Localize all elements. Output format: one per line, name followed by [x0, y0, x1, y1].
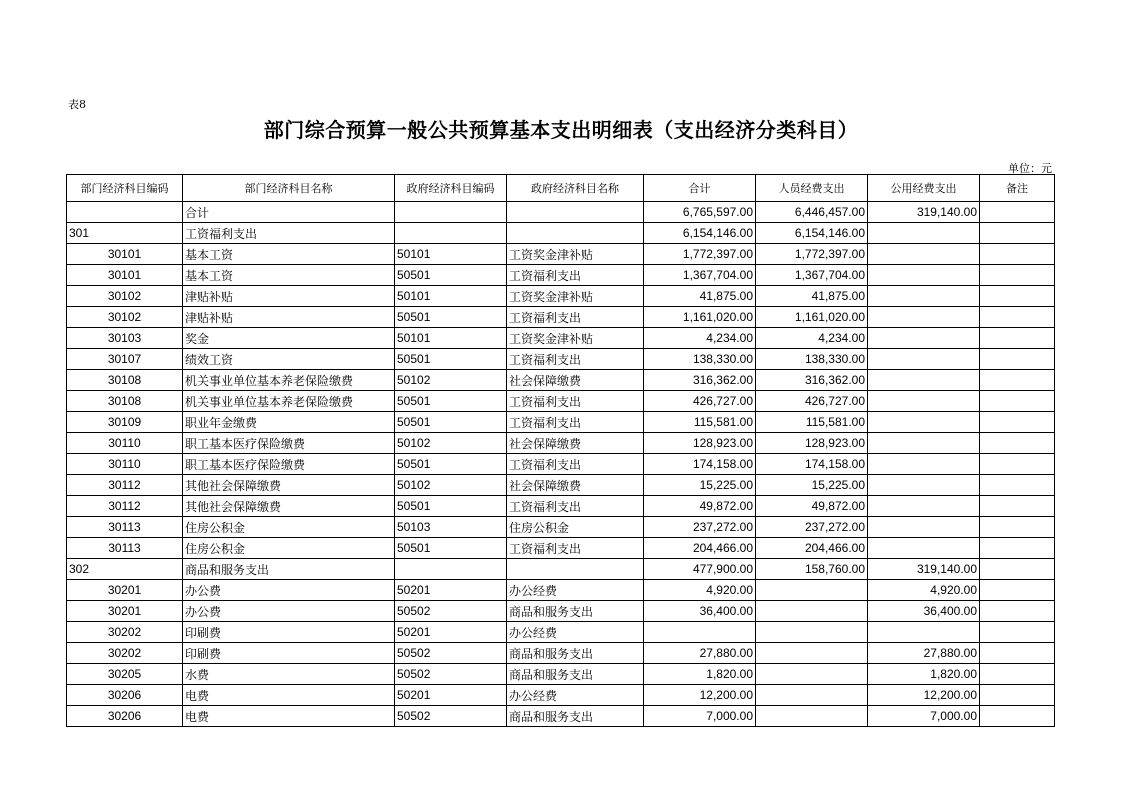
column-header: 合计 [644, 175, 756, 202]
table-row [67, 328, 1055, 349]
personnel-cell: 15,225.00 [756, 475, 868, 496]
total-cell: 4,920.00 [644, 580, 756, 601]
table-row [67, 643, 1055, 664]
dept-code-cell: 30113 [67, 538, 183, 559]
dept-name-cell: 办公费 [183, 580, 395, 601]
dept-name-cell: 工资福利支出 [183, 223, 395, 244]
personnel-cell [756, 706, 868, 727]
dept-code-cell: 30110 [67, 454, 183, 475]
gov-name-cell: 社会保障缴费 [507, 475, 644, 496]
personnel-cell: 4,234.00 [756, 328, 868, 349]
table-row [67, 286, 1055, 307]
public-cell [868, 307, 980, 328]
dept-name-cell: 绩效工资 [183, 349, 395, 370]
gov-code-cell: 50102 [395, 475, 507, 496]
dept-code-cell: 30108 [67, 391, 183, 412]
note-cell [980, 538, 1055, 559]
table-row [67, 622, 1055, 643]
gov-code-cell: 50501 [395, 496, 507, 517]
note-cell [980, 202, 1055, 223]
note-cell [980, 685, 1055, 706]
note-cell [980, 454, 1055, 475]
note-cell [980, 601, 1055, 622]
dept-code-cell: 30110 [67, 433, 183, 454]
table-row [67, 349, 1055, 370]
dept-name-cell: 电费 [183, 706, 395, 727]
gov-code-cell: 50201 [395, 580, 507, 601]
gov-name-cell: 工资福利支出 [507, 349, 644, 370]
dept-code-cell: 30201 [67, 601, 183, 622]
gov-code-cell: 50102 [395, 370, 507, 391]
gov-name-cell: 工资奖金津补贴 [507, 286, 644, 307]
public-cell: 319,140.00 [868, 559, 980, 580]
budget-detail-table [66, 174, 1055, 727]
gov-name-cell: 社会保障缴费 [507, 370, 644, 391]
column-header: 部门经济科目编码 [67, 175, 183, 202]
personnel-cell: 316,362.00 [756, 370, 868, 391]
gov-code-cell: 50103 [395, 517, 507, 538]
dept-code-cell: 30201 [67, 580, 183, 601]
dept-name-cell: 机关事业单位基本养老保险缴费 [183, 370, 395, 391]
public-cell [868, 223, 980, 244]
gov-name-cell: 工资福利支出 [507, 265, 644, 286]
personnel-cell [756, 622, 868, 643]
note-cell [980, 496, 1055, 517]
note-cell [980, 706, 1055, 727]
personnel-cell: 138,330.00 [756, 349, 868, 370]
dept-code-cell: 301 [67, 223, 183, 244]
table-row [67, 685, 1055, 706]
table-row [67, 601, 1055, 622]
personnel-cell [756, 664, 868, 685]
gov-name-cell: 商品和服务支出 [507, 664, 644, 685]
dept-name-cell: 职工基本医疗保险缴费 [183, 454, 395, 475]
gov-name-cell: 住房公积金 [507, 517, 644, 538]
total-cell: 15,225.00 [644, 475, 756, 496]
table-row [67, 454, 1055, 475]
public-cell [868, 454, 980, 475]
public-cell [868, 328, 980, 349]
dept-code-cell: 30206 [67, 706, 183, 727]
table-row [67, 664, 1055, 685]
public-cell [868, 370, 980, 391]
dept-code-cell: 30108 [67, 370, 183, 391]
total-cell: 1,161,020.00 [644, 307, 756, 328]
public-cell: 1,820.00 [868, 664, 980, 685]
total-cell: 316,362.00 [644, 370, 756, 391]
note-cell [980, 328, 1055, 349]
column-header: 政府经济科目名称 [507, 175, 644, 202]
table-row [67, 202, 1055, 223]
public-cell: 12,200.00 [868, 685, 980, 706]
table-row [67, 580, 1055, 601]
note-cell [980, 622, 1055, 643]
total-cell: 27,880.00 [644, 643, 756, 664]
total-cell: 6,765,597.00 [644, 202, 756, 223]
dept-name-cell: 商品和服务支出 [183, 559, 395, 580]
personnel-cell: 41,875.00 [756, 286, 868, 307]
total-cell: 115,581.00 [644, 412, 756, 433]
public-cell [868, 475, 980, 496]
gov-code-cell: 50501 [395, 307, 507, 328]
table-row [67, 265, 1055, 286]
total-cell: 174,158.00 [644, 454, 756, 475]
dept-name-cell: 基本工资 [183, 244, 395, 265]
public-cell: 319,140.00 [868, 202, 980, 223]
column-header: 公用经费支出 [868, 175, 980, 202]
dept-name-cell: 津贴补贴 [183, 286, 395, 307]
personnel-cell: 174,158.00 [756, 454, 868, 475]
personnel-cell: 49,872.00 [756, 496, 868, 517]
gov-code-cell [395, 559, 507, 580]
gov-name-cell: 工资福利支出 [507, 538, 644, 559]
table-row [67, 223, 1055, 244]
gov-code-cell: 50501 [395, 454, 507, 475]
public-cell [868, 391, 980, 412]
dept-code-cell: 30113 [67, 517, 183, 538]
table-row [67, 538, 1055, 559]
table-row [67, 412, 1055, 433]
dept-name-cell: 基本工资 [183, 265, 395, 286]
personnel-cell: 158,760.00 [756, 559, 868, 580]
gov-code-cell: 50201 [395, 622, 507, 643]
gov-code-cell: 50101 [395, 286, 507, 307]
gov-name-cell: 办公经费 [507, 622, 644, 643]
public-cell: 36,400.00 [868, 601, 980, 622]
personnel-cell: 204,466.00 [756, 538, 868, 559]
gov-name-cell: 商品和服务支出 [507, 706, 644, 727]
total-cell: 477,900.00 [644, 559, 756, 580]
total-cell: 49,872.00 [644, 496, 756, 517]
note-cell [980, 664, 1055, 685]
public-cell [868, 517, 980, 538]
gov-name-cell: 工资福利支出 [507, 496, 644, 517]
public-cell [868, 496, 980, 517]
personnel-cell: 426,727.00 [756, 391, 868, 412]
dept-name-cell: 机关事业单位基本养老保险缴费 [183, 391, 395, 412]
note-cell [980, 370, 1055, 391]
dept-code-cell: 30202 [67, 622, 183, 643]
dept-code-cell: 30205 [67, 664, 183, 685]
gov-name-cell [507, 559, 644, 580]
dept-name-cell: 奖金 [183, 328, 395, 349]
gov-code-cell: 50101 [395, 244, 507, 265]
note-cell [980, 559, 1055, 580]
personnel-cell: 1,367,704.00 [756, 265, 868, 286]
total-cell: 1,772,397.00 [644, 244, 756, 265]
gov-code-cell: 50501 [395, 265, 507, 286]
gov-name-cell: 工资奖金津补贴 [507, 244, 644, 265]
note-cell [980, 580, 1055, 601]
public-cell [868, 622, 980, 643]
dept-name-cell: 印刷费 [183, 643, 395, 664]
dept-code-cell: 30107 [67, 349, 183, 370]
table-row [67, 433, 1055, 454]
public-cell [868, 349, 980, 370]
table-row [67, 370, 1055, 391]
column-header: 备注 [980, 175, 1055, 202]
dept-name-cell: 印刷费 [183, 622, 395, 643]
dept-code-cell: 30109 [67, 412, 183, 433]
gov-code-cell [395, 202, 507, 223]
note-cell [980, 223, 1055, 244]
gov-code-cell: 50502 [395, 664, 507, 685]
total-cell: 6,154,146.00 [644, 223, 756, 244]
personnel-cell: 115,581.00 [756, 412, 868, 433]
note-cell [980, 412, 1055, 433]
personnel-cell: 1,772,397.00 [756, 244, 868, 265]
public-cell [868, 538, 980, 559]
gov-code-cell: 50201 [395, 685, 507, 706]
gov-code-cell: 50501 [395, 412, 507, 433]
note-cell [980, 391, 1055, 412]
dept-code-cell: 30202 [67, 643, 183, 664]
column-header: 人员经费支出 [756, 175, 868, 202]
column-header: 部门经济科目名称 [183, 175, 395, 202]
gov-name-cell: 办公经费 [507, 580, 644, 601]
dept-name-cell: 住房公积金 [183, 517, 395, 538]
gov-code-cell: 50501 [395, 538, 507, 559]
gov-code-cell: 50502 [395, 643, 507, 664]
dept-name-cell: 水费 [183, 664, 395, 685]
dept-code-cell: 30102 [67, 286, 183, 307]
personnel-cell [756, 601, 868, 622]
gov-code-cell: 50501 [395, 349, 507, 370]
public-cell: 4,920.00 [868, 580, 980, 601]
total-cell: 1,367,704.00 [644, 265, 756, 286]
personnel-cell [756, 580, 868, 601]
dept-code-cell: 30103 [67, 328, 183, 349]
dept-name-cell: 津贴补贴 [183, 307, 395, 328]
gov-name-cell: 社会保障缴费 [507, 433, 644, 454]
gov-name-cell: 商品和服务支出 [507, 601, 644, 622]
gov-name-cell: 商品和服务支出 [507, 643, 644, 664]
gov-name-cell: 工资福利支出 [507, 412, 644, 433]
table-row [67, 559, 1055, 580]
note-cell [980, 517, 1055, 538]
gov-code-cell: 50102 [395, 433, 507, 454]
table-row [67, 496, 1055, 517]
note-cell [980, 286, 1055, 307]
gov-code-cell: 50101 [395, 328, 507, 349]
public-cell [868, 244, 980, 265]
gov-name-cell [507, 223, 644, 244]
total-cell [644, 622, 756, 643]
dept-code-cell: 30112 [67, 475, 183, 496]
note-cell [980, 475, 1055, 496]
table-row [67, 706, 1055, 727]
total-cell: 41,875.00 [644, 286, 756, 307]
public-cell [868, 265, 980, 286]
note-cell [980, 643, 1055, 664]
total-cell: 237,272.00 [644, 517, 756, 538]
total-cell: 1,820.00 [644, 664, 756, 685]
page-title: 部门综合预算一般公共预算基本支出明细表（支出经济分类科目） [263, 118, 859, 142]
dept-name-cell: 其他社会保障缴费 [183, 496, 395, 517]
personnel-cell: 6,446,457.00 [756, 202, 868, 223]
dept-name-cell: 其他社会保障缴费 [183, 475, 395, 496]
gov-code-cell: 50501 [395, 391, 507, 412]
dept-code-cell: 302 [67, 559, 183, 580]
dept-name-cell: 住房公积金 [183, 538, 395, 559]
table-number-label: 表8 [68, 98, 86, 111]
dept-code-cell: 30112 [67, 496, 183, 517]
total-cell: 7,000.00 [644, 706, 756, 727]
dept-name-cell: 办公费 [183, 601, 395, 622]
note-cell [980, 265, 1055, 286]
column-header: 政府经济科目编码 [395, 175, 507, 202]
total-cell: 128,923.00 [644, 433, 756, 454]
public-cell: 7,000.00 [868, 706, 980, 727]
public-cell [868, 286, 980, 307]
total-cell: 36,400.00 [644, 601, 756, 622]
dept-name-cell: 合计 [183, 202, 395, 223]
gov-name-cell: 工资福利支出 [507, 454, 644, 475]
total-cell: 138,330.00 [644, 349, 756, 370]
dept-code-cell [67, 202, 183, 223]
table-row [67, 517, 1055, 538]
public-cell [868, 433, 980, 454]
dept-name-cell: 职工基本医疗保险缴费 [183, 433, 395, 454]
gov-name-cell: 工资福利支出 [507, 307, 644, 328]
gov-code-cell: 50502 [395, 601, 507, 622]
personnel-cell: 237,272.00 [756, 517, 868, 538]
gov-name-cell: 工资福利支出 [507, 391, 644, 412]
table-row [67, 391, 1055, 412]
table-row [67, 475, 1055, 496]
note-cell [980, 349, 1055, 370]
personnel-cell: 1,161,020.00 [756, 307, 868, 328]
dept-name-cell: 电费 [183, 685, 395, 706]
dept-code-cell: 30102 [67, 307, 183, 328]
personnel-cell [756, 685, 868, 706]
public-cell [868, 412, 980, 433]
total-cell: 426,727.00 [644, 391, 756, 412]
gov-name-cell [507, 202, 644, 223]
dept-code-cell: 30101 [67, 244, 183, 265]
public-cell: 27,880.00 [868, 643, 980, 664]
unit-label: 单位：元 [1008, 162, 1052, 175]
gov-name-cell: 工资奖金津补贴 [507, 328, 644, 349]
table-row [67, 307, 1055, 328]
table-header-row [67, 175, 1055, 202]
table-row [67, 244, 1055, 265]
note-cell [980, 244, 1055, 265]
gov-code-cell: 50502 [395, 706, 507, 727]
dept-code-cell: 30206 [67, 685, 183, 706]
note-cell [980, 307, 1055, 328]
dept-code-cell: 30101 [67, 265, 183, 286]
personnel-cell: 6,154,146.00 [756, 223, 868, 244]
note-cell [980, 433, 1055, 454]
gov-name-cell: 办公经费 [507, 685, 644, 706]
total-cell: 204,466.00 [644, 538, 756, 559]
personnel-cell: 128,923.00 [756, 433, 868, 454]
gov-code-cell [395, 223, 507, 244]
personnel-cell [756, 643, 868, 664]
dept-name-cell: 职业年金缴费 [183, 412, 395, 433]
total-cell: 12,200.00 [644, 685, 756, 706]
total-cell: 4,234.00 [644, 328, 756, 349]
